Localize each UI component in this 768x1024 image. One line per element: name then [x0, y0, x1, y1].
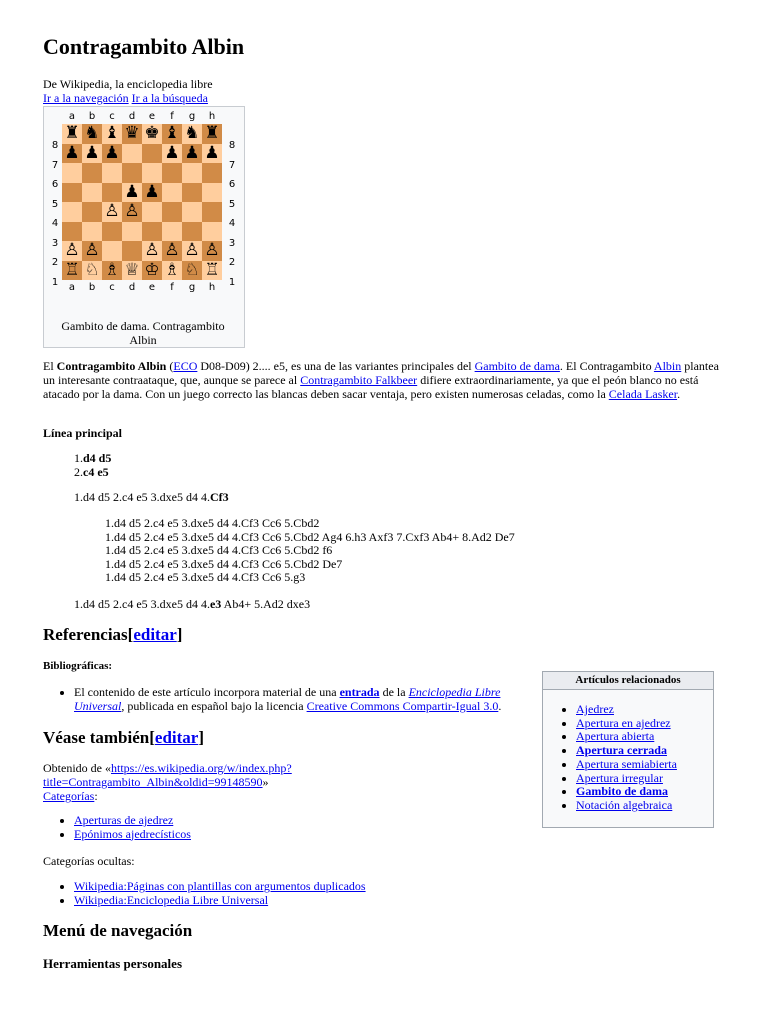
- board-square-g3: [182, 222, 202, 242]
- move-e3: 1.d4 d5 2.c4 e5 3.dxe5 d4 4.e3 Ab4+ 5.Ad2 dxe3: [74, 597, 311, 611]
- board-square-f7: ♟: [162, 144, 182, 164]
- related-link[interactable]: Apertura irregular: [576, 770, 663, 785]
- board-square-b8: ♞: [82, 124, 102, 144]
- albin-link[interactable]: Albin: [653, 359, 682, 373]
- board-square-g1: ♘: [182, 261, 202, 281]
- board-square-e7: [142, 144, 162, 164]
- permalink-link-cont[interactable]: title=Contragambito_Albin&oldid=99148590: [43, 775, 263, 789]
- board-square-d3: [122, 222, 142, 242]
- board-square-a8: ♜: [62, 124, 82, 144]
- rank-label: 2: [51, 257, 59, 268]
- board-square-c1: ♗: [102, 261, 122, 281]
- references-list: [43, 686, 523, 713]
- related-item: [576, 744, 713, 758]
- board-square-g2: ♙: [182, 241, 202, 261]
- board-square-h8: ♜: [202, 124, 222, 144]
- related-item: [576, 799, 713, 813]
- board-square-a6: [62, 163, 82, 183]
- board-square-h1: ♖: [202, 261, 222, 281]
- variation-line: 1.d4 d5 2.c4 e5 3.dxe5 d4 4.Cf3 Cc6 5.Cbd2 Ag4 6.h3 Axf3 7.Cxf3 Ab4+ 8.Ad2 De7: [105, 529, 515, 544]
- rank-label: 6: [228, 179, 236, 190]
- board-square-d4: ♙: [122, 202, 142, 222]
- board-square-e1: ♔: [142, 261, 162, 281]
- related-item: [576, 703, 713, 717]
- file-label: b: [88, 282, 96, 293]
- files-top: [62, 111, 222, 123]
- category-item: [74, 828, 191, 842]
- obtenido-de: Obtenido de «https://es.wikipedia.org/w/index.php? title=Contragambito_Albin&oldid=99148590» Categorías:: [43, 761, 292, 803]
- related-link[interactable]: Apertura semiabierta: [576, 756, 677, 771]
- article-subject: Contragambito Albin: [56, 359, 167, 373]
- ranks-left: [49, 136, 61, 292]
- board-square-a5: [62, 183, 82, 203]
- referencias-heading: Referencias[editar]: [43, 625, 183, 644]
- ranks-right: [226, 136, 238, 292]
- related-link[interactable]: Apertura cerrada: [576, 743, 667, 758]
- related-articles-list: [543, 703, 713, 813]
- board-square-e8: ♚: [142, 124, 162, 144]
- board-square-c3: [102, 222, 122, 242]
- rank-label: 4: [228, 218, 236, 229]
- board-square-f8: ♝: [162, 124, 182, 144]
- eco-link[interactable]: ECO: [173, 359, 198, 373]
- related-articles-box: [542, 671, 714, 828]
- edit-vease-link[interactable]: editar: [154, 728, 199, 747]
- page-title: Contragambito Albin: [43, 34, 245, 59]
- categories-list: [43, 814, 191, 841]
- gambito-de-dama-link[interactable]: Gambito de dama: [474, 359, 560, 373]
- category-link[interactable]: Epónimos ajedrecísticos: [74, 826, 191, 841]
- chess-board: [62, 124, 222, 280]
- related-link[interactable]: Notación algebraica: [576, 797, 673, 812]
- file-label: f: [170, 282, 174, 293]
- rank-label: 4: [51, 218, 59, 229]
- file-label: c: [109, 111, 115, 122]
- board-square-g6: [182, 163, 202, 183]
- rank-label: 3: [228, 237, 236, 249]
- board-square-h6: [202, 163, 222, 183]
- main-moves: [74, 452, 111, 479]
- personal-tools-heading: Herramientas personales: [43, 956, 183, 971]
- board-square-g8: ♞: [182, 124, 202, 144]
- board-square-h4: [202, 202, 222, 222]
- related-link[interactable]: Gambito de dama: [576, 784, 669, 799]
- intro-paragraph: El Contragambito Albin (ECO D08-D09) 2.... e5, es una de las variantes principales del Gambito de dama. El Contragambito Albin plantea un interesante contraataque, que, aunque se parece al Contragambito Falkbeer difiere extraordinariamente, ya que el peón blanco no está atacado por la dama. Con un juego correcto las blancas deben sacar ventaja, pero existen numerosas celadas, como la Celada Lasker.: [43, 359, 719, 401]
- category-item: [74, 894, 366, 908]
- linea-principal-heading: Línea principal: [43, 426, 123, 440]
- rank-label: 7: [51, 159, 59, 171]
- related-articles-title: Artículos relacionados: [543, 672, 713, 690]
- category-link[interactable]: Aperturas de ajedrez: [74, 813, 174, 827]
- board-square-e6: [142, 163, 162, 183]
- board-square-d8: ♛: [122, 124, 142, 144]
- related-item: [576, 772, 713, 786]
- rank-label: 8: [51, 140, 59, 151]
- board-square-b6: [82, 163, 102, 183]
- enciclopedia-libre-link[interactable]: Enciclopedia Libre Universal: [74, 685, 501, 713]
- board-square-e2: ♙: [142, 241, 162, 261]
- board-square-c8: ♝: [102, 124, 122, 144]
- board-square-h3: [202, 222, 222, 242]
- board-square-f6: [162, 163, 182, 183]
- board-square-a2: ♙: [62, 241, 82, 261]
- categorias-link[interactable]: Categorías: [43, 789, 95, 803]
- board-square-h5: [202, 183, 222, 203]
- board-square-g7: ♟: [182, 144, 202, 164]
- rank-label: 7: [228, 159, 236, 171]
- rank-label: 5: [228, 198, 236, 210]
- file-label: h: [208, 111, 216, 122]
- navigation-menu-heading: Menú de navegación: [43, 921, 193, 940]
- file-label: d: [128, 111, 136, 122]
- related-link[interactable]: Apertura abierta: [576, 729, 655, 744]
- hidden-category-link[interactable]: Wikipedia:Enciclopedia Libre Universal: [74, 892, 269, 907]
- board-square-f4: [162, 202, 182, 222]
- celada-lasker-link[interactable]: Celada Lasker: [608, 387, 678, 401]
- rank-label: 1: [51, 276, 59, 288]
- board-square-d5: ♟: [122, 183, 142, 203]
- variation-line: 1.d4 d5 2.c4 e5 3.dxe5 d4 4.Cf3 Cc6 5.Cbd2: [105, 516, 320, 530]
- board-square-f1: ♗: [162, 261, 182, 281]
- board-square-g5: [182, 183, 202, 203]
- board-square-d7: [122, 144, 142, 164]
- related-link[interactable]: Apertura en ajedrez: [576, 715, 671, 730]
- board-square-c5: [102, 183, 122, 203]
- hidden-categories-label: Categorías ocultas:: [43, 854, 135, 868]
- file-label: d: [128, 282, 136, 293]
- rank-label: 2: [228, 257, 236, 268]
- related-link[interactable]: Ajedrez: [576, 702, 614, 716]
- board-square-b4: [82, 202, 102, 222]
- creative-commons-link[interactable]: Creative Commons Compartir-Igual 3.0: [306, 698, 499, 713]
- category-item: [74, 880, 366, 894]
- board-square-d1: ♕: [122, 261, 142, 281]
- rank-label: 6: [51, 179, 59, 190]
- hidden-categories-list: [43, 880, 366, 907]
- permalink-link[interactable]: https://es.wikipedia.org/w/index.php?: [111, 761, 292, 775]
- board-square-e3: [142, 222, 162, 242]
- board-square-d2: [122, 241, 142, 261]
- move-cf3: 1.d4 d5 2.c4 e5 3.dxe5 d4 4.Cf3: [74, 490, 229, 504]
- board-square-c6: [102, 163, 122, 183]
- related-item: [576, 717, 713, 731]
- jump-to-navigation-link[interactable]: Ir a la navegación: [43, 91, 129, 105]
- file-label: f: [170, 111, 174, 122]
- variation-line: 1.d4 d5 2.c4 e5 3.dxe5 d4 4.Cf3 Cc6 5.Cbd2 De7: [105, 556, 343, 571]
- file-label: e: [148, 111, 156, 122]
- file-label: c: [109, 282, 115, 293]
- reference-item: • El contenido de este artículo incorpora material de una entrada de la Enciclopedia Libre Universal, publicada en español bajo la licencia Creative Commons Compartir-Igual 3.0.: [74, 686, 523, 713]
- board-square-b7: ♟: [82, 144, 102, 164]
- board-square-h7: ♟: [202, 144, 222, 164]
- file-label: h: [208, 282, 216, 293]
- board-square-f3: [162, 222, 182, 242]
- board-square-c2: [102, 241, 122, 261]
- falkbeer-link[interactable]: Contragambito Falkbeer: [300, 373, 418, 387]
- board-square-a1: ♖: [62, 261, 82, 281]
- variation-line: 1.d4 d5 2.c4 e5 3.dxe5 d4 4.Cf3 Cc6 5.g3: [105, 570, 306, 584]
- board-square-a7: ♟: [62, 144, 82, 164]
- file-label: e: [148, 282, 156, 293]
- file-label: g: [188, 111, 196, 122]
- board-square-e4: [142, 202, 162, 222]
- rank-label: 1: [228, 276, 236, 288]
- file-label: a: [68, 111, 76, 122]
- board-square-f5: [162, 183, 182, 203]
- cf3-variations: [105, 517, 515, 585]
- move-1: 1.d4 d5: [74, 451, 112, 465]
- board-square-d6: [122, 163, 142, 183]
- move-2: 2.c4 e5: [74, 464, 109, 479]
- related-item: [576, 730, 713, 744]
- board-square-c7: ♟: [102, 144, 122, 164]
- diagram-caption: Gambito de dama. Contragambito Albin: [61, 319, 225, 348]
- vease-tambien-heading: Véase también[editar]: [43, 728, 205, 747]
- board-square-e5: ♟: [142, 183, 162, 203]
- board-square-h2: ♙: [202, 241, 222, 261]
- rank-label: 8: [228, 140, 236, 151]
- file-label: g: [188, 282, 196, 293]
- variation-line: 1.d4 d5 2.c4 e5 3.dxe5 d4 4.Cf3 Cc6 5.Cbd2 f6: [105, 543, 333, 557]
- hidden-category-link[interactable]: Wikipedia:Páginas con plantillas con argumentos duplicados: [74, 879, 366, 893]
- board-square-b2: ♙: [82, 241, 102, 261]
- board-square-f2: ♙: [162, 241, 182, 261]
- board-square-b5: [82, 183, 102, 203]
- site-tagline: De Wikipedia, la enciclopedia libre: [43, 77, 213, 91]
- file-label: b: [88, 111, 96, 122]
- board-square-b1: ♘: [82, 261, 102, 281]
- rank-label: 3: [51, 237, 59, 249]
- bibliograficas-label: Bibliográficas:: [43, 660, 113, 672]
- board-square-b3: [82, 222, 102, 242]
- category-item: [74, 814, 191, 828]
- jump-links: [43, 91, 208, 105]
- files-bottom: [62, 282, 222, 294]
- jump-to-search-link[interactable]: Ir a la búsqueda: [131, 91, 208, 105]
- entrada-link[interactable]: entrada: [339, 685, 380, 699]
- edit-referencias-link[interactable]: editar: [133, 625, 177, 644]
- file-label: a: [68, 282, 76, 293]
- rank-label: 5: [51, 198, 59, 210]
- board-square-c4: ♙: [102, 202, 122, 222]
- related-item: [576, 785, 713, 799]
- board-square-a4: [62, 202, 82, 222]
- board-square-a3: [62, 222, 82, 242]
- related-item: [576, 758, 713, 772]
- board-square-g4: [182, 202, 202, 222]
